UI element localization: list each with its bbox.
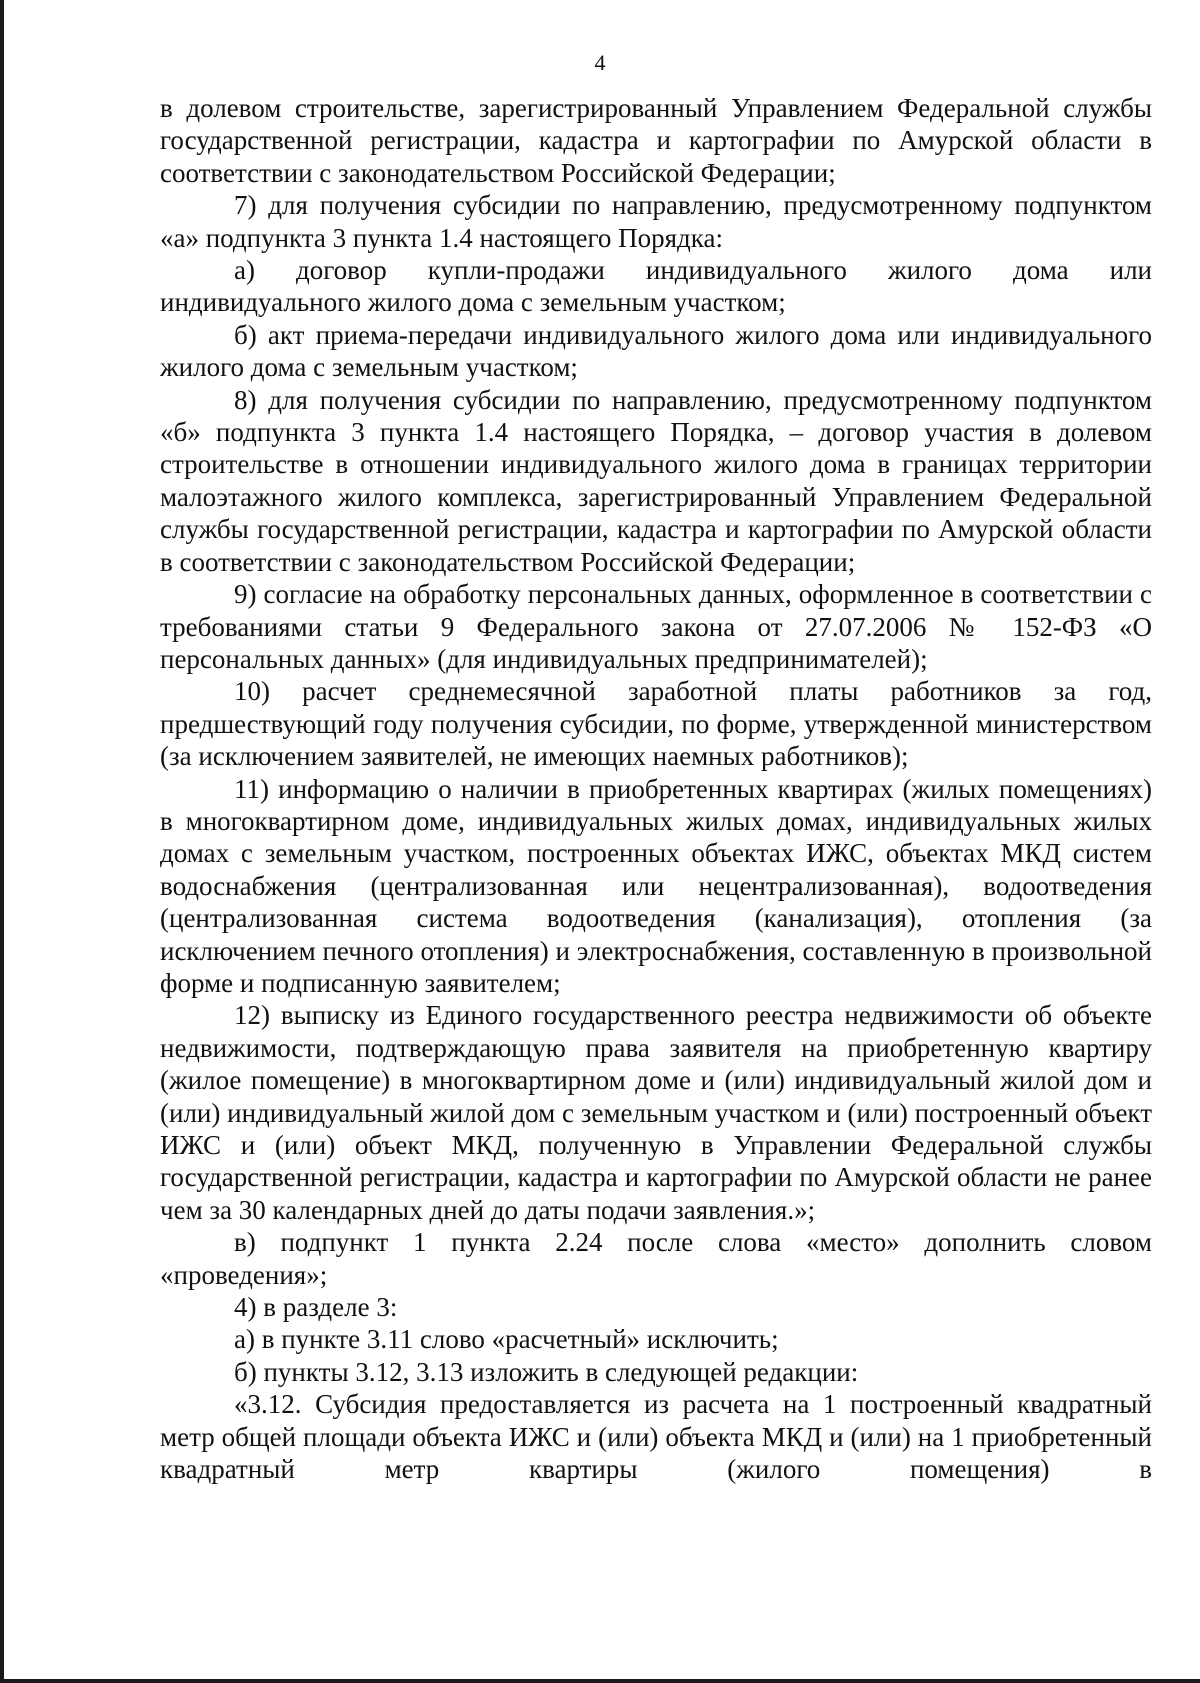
paragraph-item-10: 10) расчет среднемесячной заработной платы работников за год, предшествующий году получения субсидии, по форме, утвержденной министерством (за исключением заявителей, не имеющих наемных работников); [160, 676, 1152, 772]
paragraph-section-4: 4) в разделе 3: [234, 1292, 398, 1323]
paragraph-item-8: 8) для получения субсидии по направлению, предусмотренному подпунктом «б» подпункта 3 пункта 1.4 настоящего Порядка, – договор участия в долевом строительстве в отношении индивидуального жилого дома в границах территории малоэтажного жилого комплекса, зарегистрированный Управлением Федеральной службы государственной регистрации, кадастра и картографии по Амурской области в соответствии с законодательством Российской Федерации; [160, 384, 1152, 577]
page-number: 4 [594, 50, 606, 75]
paragraph-clause-3-12: «3.12. Субсидия предоставляется из расчета на 1 построенный квадратный метр общей площади объекта ИЖС и (или) объекта МКД и (или) на 1 приобретенный квадратный метр квартиры (жилого помещения) в [160, 1389, 1152, 1485]
paragraph-item-7: 7) для получения субсидии по направлению, предусмотренному подпунктом «а» подпункта 3 пункта 1.4 настоящего Порядка: [160, 190, 1152, 253]
paragraph-subitem-a: а) в пункте 3.11 слово «расчетный» исключить; [234, 1324, 779, 1355]
paragraph-subitem-v: в) подпункт 1 пункта 2.24 после слова «место» дополнить словом «проведения»; [160, 1227, 1152, 1290]
paragraph-subitem-b: б) пункты 3.12, 3.13 изложить в следующей редакции: [234, 1356, 859, 1387]
paragraph-item-11: 11) информацию о наличии в приобретенных квартирах (жилых помещениях) в многоквартирном доме, индивидуальных жилых домах, индивидуальных жилых домах с земельным участком, построенных объектах ИЖС, объектах МКД систем водоснабжения (централизованная или нецентрализованная), водоотведения (централизованная система водоотведения (канализация), отопления (за исключением печного отопления) и электроснабжения, составленную в произвольной форме и подписанную заявителем; [160, 773, 1152, 998]
scan-edge-left [0, 0, 4, 1683]
document-body [160, 92, 1152, 1485]
paragraph-item-7b: б) акт приема-передачи индивидуального жилого дома или индивидуального жилого дома с земельным участком; [160, 319, 1152, 383]
paragraph-item-7a: а) договор купли-продажи индивидуального жилого дома или индивидуального жилого дома с земельным участком; [160, 255, 1152, 318]
paragraph-item-9: 9) согласие на обработку персональных данных, оформленное в соответствии с требованиями статьи 9 Федерального закона от 27.07.2006 № 152-ФЗ «О персональных данных» (для индивидуальных предпринимателей); [160, 579, 1152, 674]
scan-edge-bottom [0, 1679, 1200, 1683]
paragraph-item-12: 12) выписку из Единого государственного реестра недвижимости об объекте недвижимости, подтверждающую права заявителя на приобретенную квартиру (жилое помещение) в многоквартирном доме и (или) индивидуальный жилой дом и (или) индивидуальный жилой дом с земельным участком и (или) построенный объект ИЖС и (или) объект МКД, полученную в Управлении Федеральной службы государственной регистрации, кадастра и картографии по Амурской области не ранее чем за 30 календарных дней до даты подачи заявления.»; [160, 1000, 1152, 1225]
paragraph-continuation: в долевом строительстве, зарегистрированный Управлением Федеральной службы государственной регистрации, кадастра и картографии по Амурской области в соответствии с законодательством Российской Федерации; [160, 93, 1152, 188]
